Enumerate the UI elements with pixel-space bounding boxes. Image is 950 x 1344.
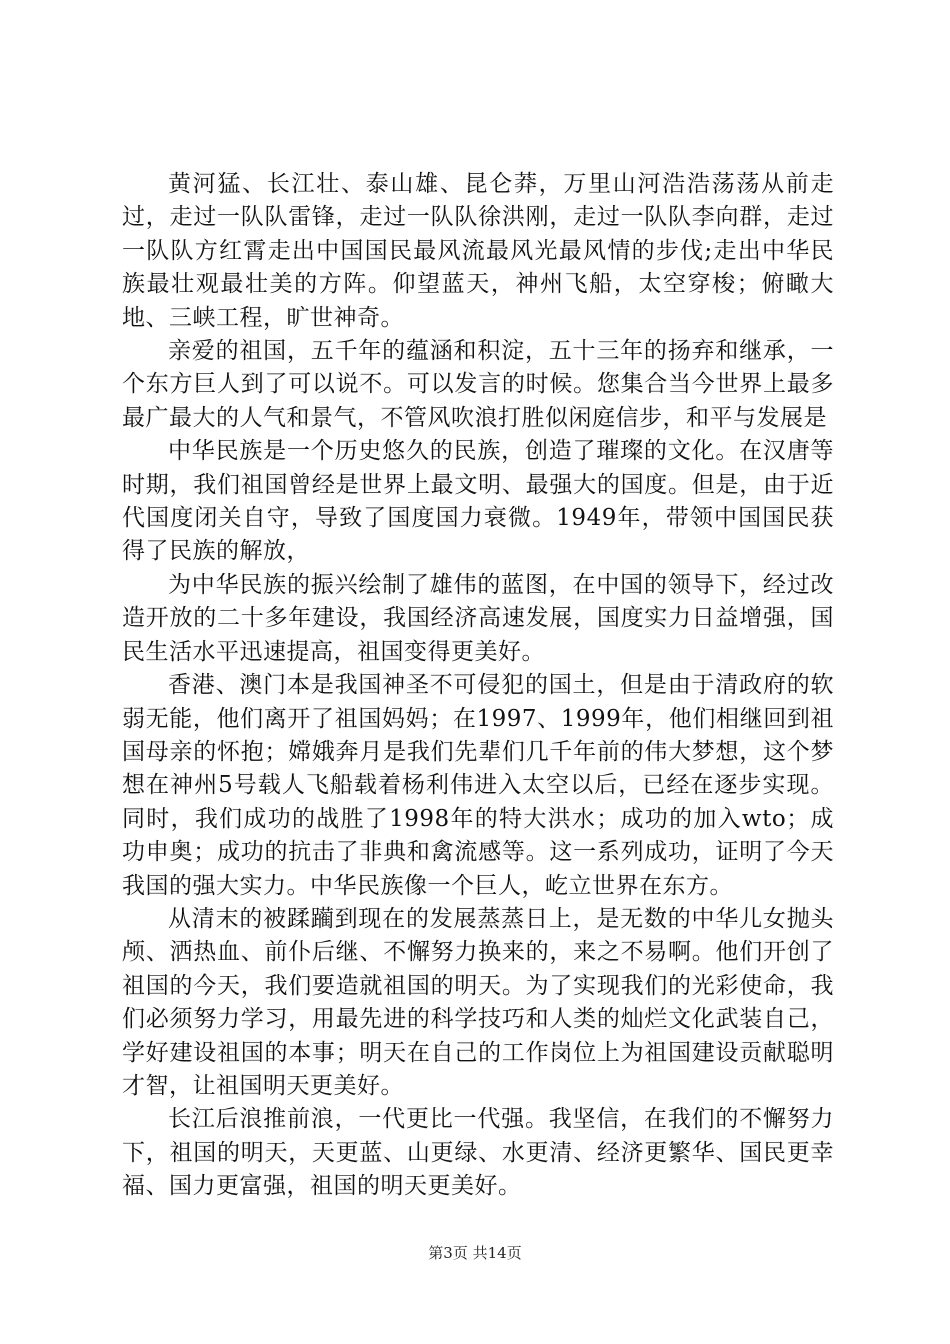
- paragraph-1: 黄河猛、长江壮、泰山雄、昆仑莽，万里山河浩浩荡荡从前走过，走过一队队雷锋，走过一队队徐洪刚，走过一队队李向群，走过一队队方红霄走出中国国民最风流最风光最风情的步伐;走出中华民族最壮观最壮美的方阵。仰望蓝天，神州飞船，太空穿梭；俯瞰大地、三峡工程，旷世神奇。: [122, 171, 834, 331]
- paragraph-2: 亲爱的祖国，五千年的蕴涵和积淀，五十三年的扬弃和继承，一个东方巨人到了可以说不。可以发言的时候。您集合当今世界上最多最广最大的人气和景气，不管风吹浪打胜似闲庭信步，和平与发展是: [122, 338, 834, 431]
- paragraph-7: 长江后浪推前浪，一代更比一代强。我坚信，在我们的不懈努力下，祖国的明天，天更蓝、山更绿、水更清、经济更繁华、国民更幸福、国力更富强，祖国的明天更美好。: [122, 1106, 834, 1200]
- paragraph-4: 为中华民族的振兴绘制了雄伟的蓝图，在中国的领导下，经过改造开放的二十多年建设，我国经济高速发展，国度实力日益增强，国民生活水平迅速提高，祖国变得更美好。: [122, 571, 834, 665]
- paragraph-6: 从清末的被蹂躏到现在的发展蒸蒸日上，是无数的中华儿女抛头颅、洒热血、前仆后继、不懈努力换来的，来之不易啊。他们开创了祖国的今天，我们要造就祖国的明天。为了实现我们的光彩使命，我们必须努力学习，用最先进的科学技巧和人类的灿烂文化武装自己，学好建设祖国的本事；明天在自己的工作岗位上为祖国建设贡献聪明才智，让祖国明天更美好。: [122, 905, 834, 1099]
- paragraph-5: 香港、澳门本是我国神圣不可侵犯的国土，但是由于清政府的软弱无能，他们离开了祖国妈妈；在1997、1999年，他们相继回到祖国母亲的怀抱；嫦娥奔月是我们先辈们几千年前的伟大梦想，这个梦想在神州5号载人飞船载着杨利伟进入太空以后，已经在逐步实现。同时，我们成功的战胜了1998年的特大洪水；成功的加入wto；成功申奥；成功的抗击了非典和禽流感等。这一系列成功，证明了今天我国的强大实力。中华民族像一个巨人，屹立世界在东方。: [122, 672, 834, 899]
- document-body: [122, 168, 834, 1204]
- paragraph-3: 中华民族是一个历史悠久的民族，创造了璀璨的文化。在汉唐等时期，我们祖国曾经是世界上最文明、最强大的国度。但是，由于近代国度闭关自守，导致了国度国力衰微。1949年，带领中国国民获得了民族的解放，: [122, 438, 834, 565]
- page-number-footer: 第3页 共14页: [428, 1244, 522, 1262]
